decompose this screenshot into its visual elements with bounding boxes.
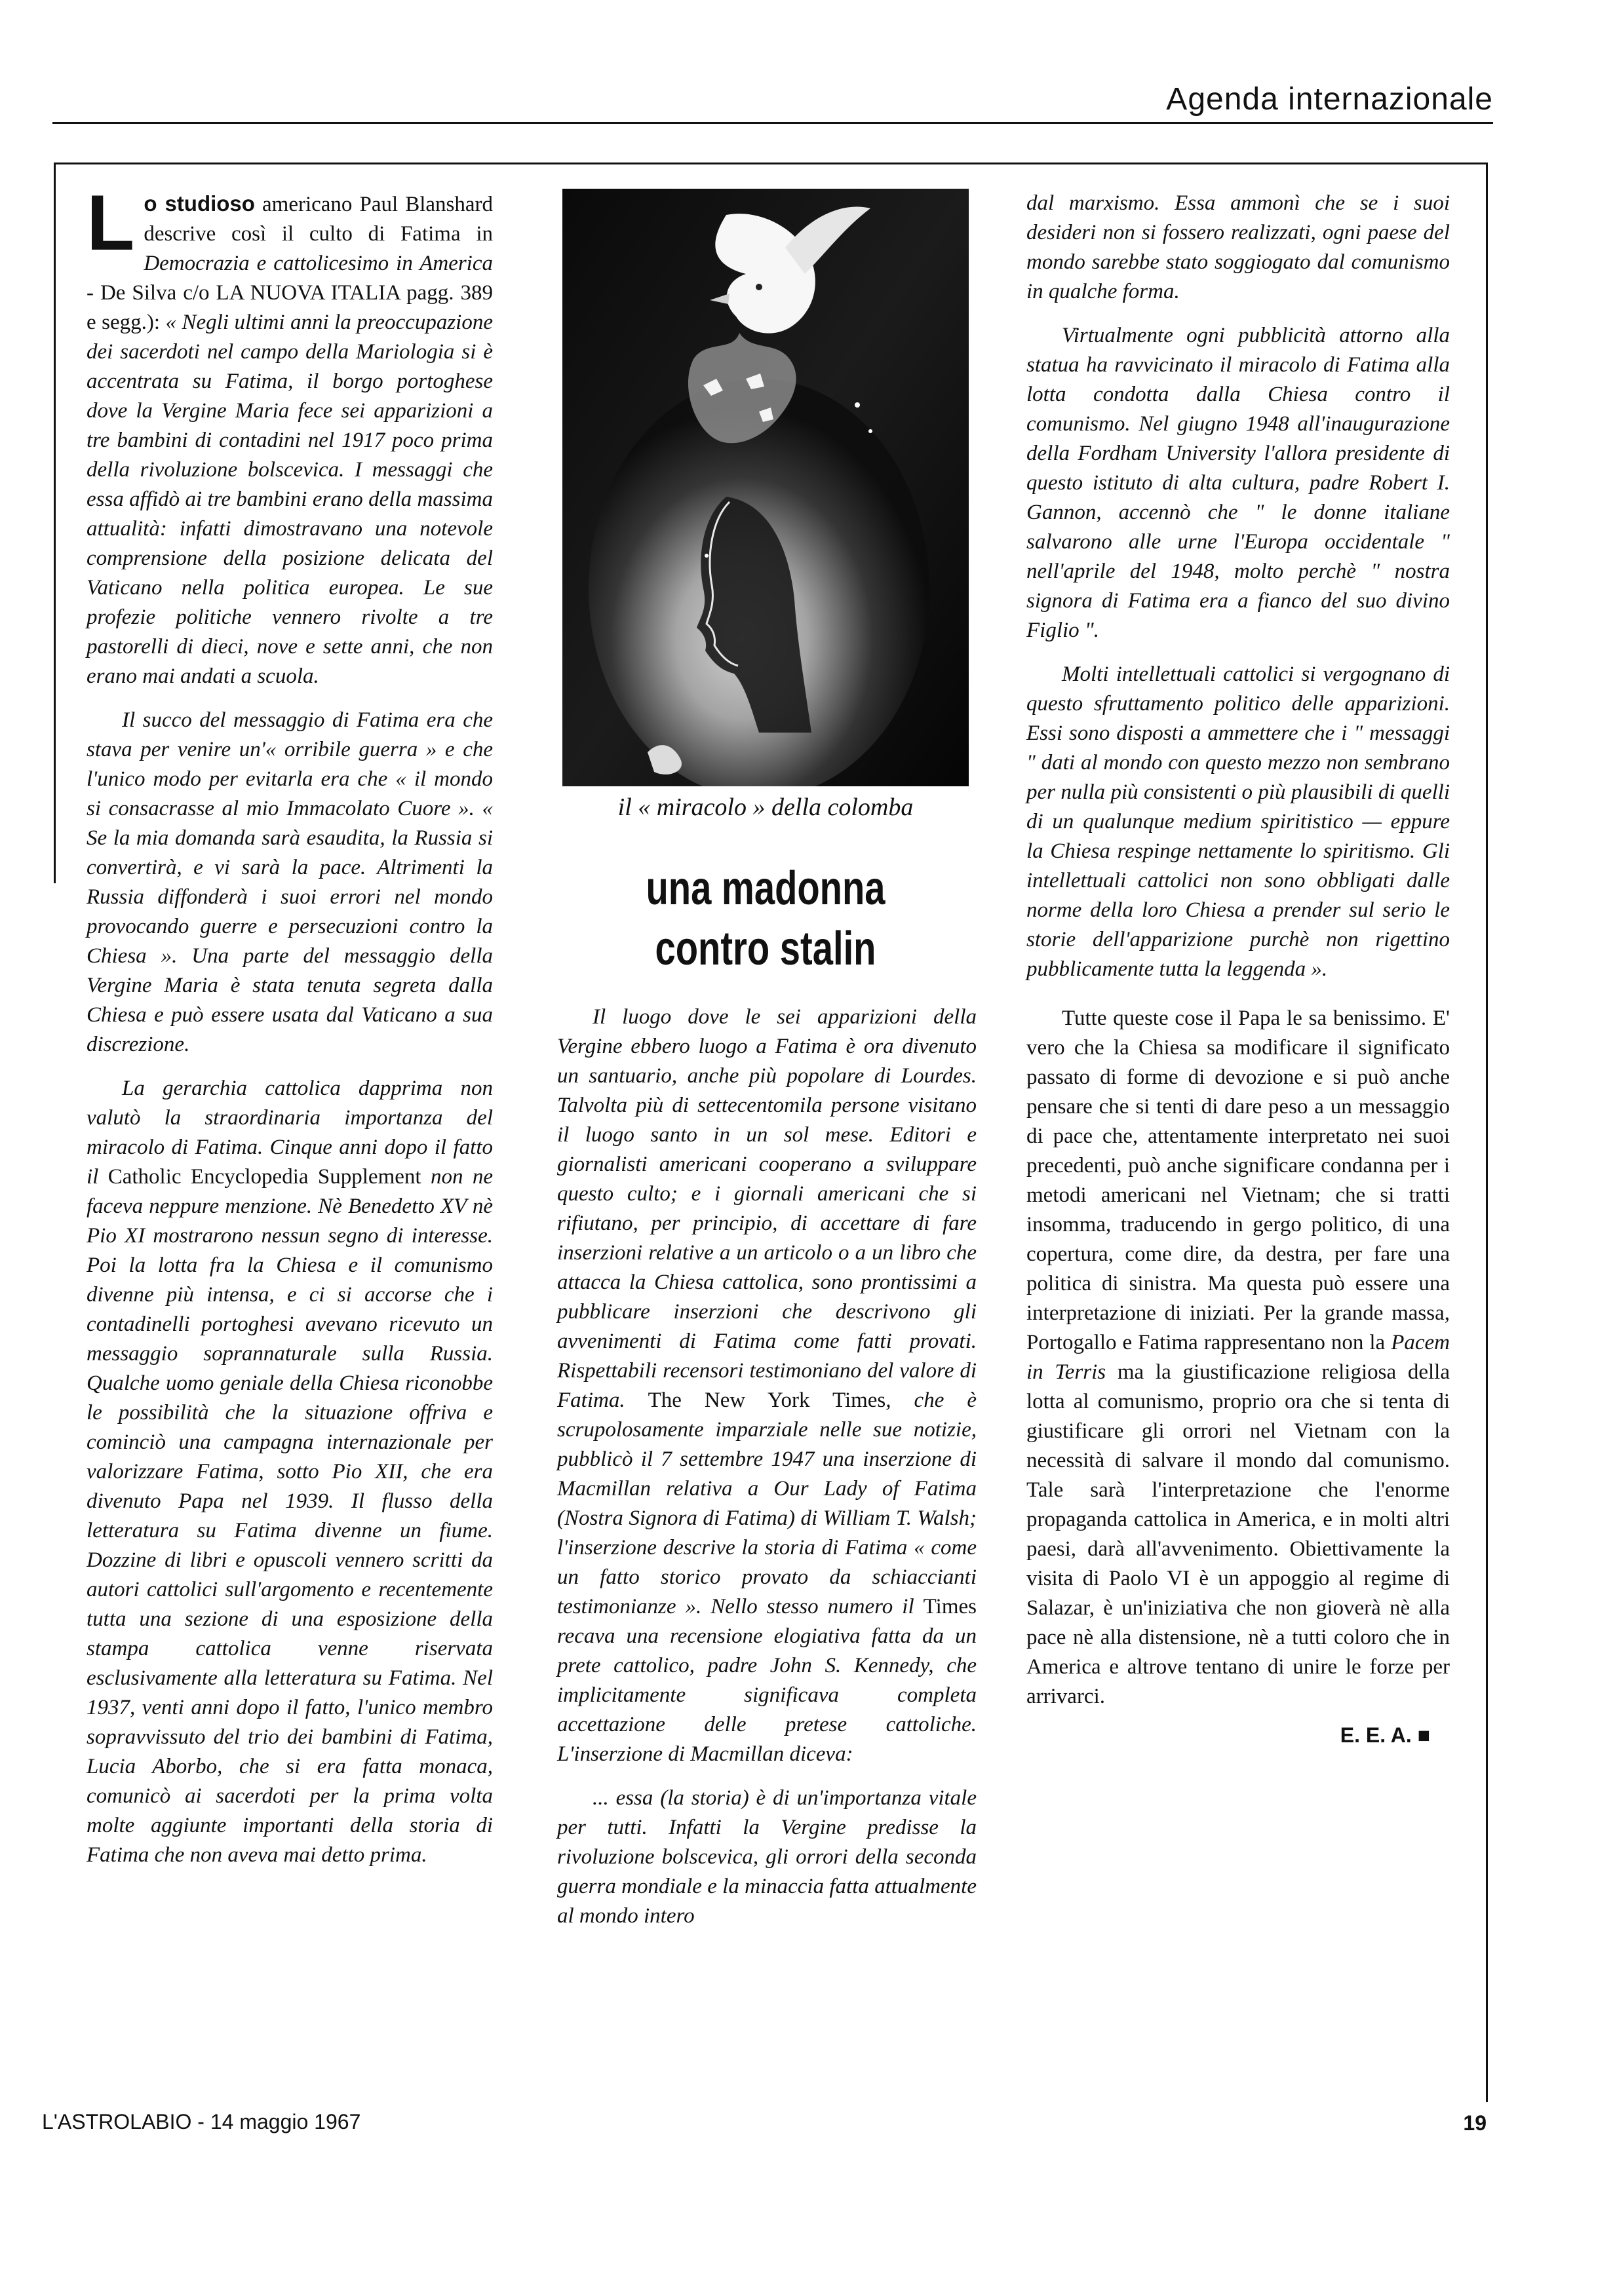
col3-paragraph-4-a: Tutte queste cose il Papa le sa benissimo. E' vero che la Chiesa sa modificare il significato passato di forme di devozione e si può anche pensare che si tenti di dare peso a un messaggio di pace che, attentamente interpretato nei suoi precedenti, può anche significare condanna per i metodi americani nel Vietnam; che si tratti insomma, traducendo in gergo politico, di una copertura, come dire, da destra, per fare una politica di sinistra. Ma questa può essere una interpretazione di iniziati. Per la grande massa, Portogallo e Fatima rappresentano non la: [1026, 1006, 1450, 1354]
publication-footer: L'ASTROLABIO - 14 maggio 1967: [42, 2110, 361, 2133]
column-1: [87, 179, 494, 1870]
section-title: Agenda internazionale: [1166, 82, 1493, 117]
article-frame-left-rule: [54, 163, 56, 883]
newspaper-short-name: Times: [923, 1595, 977, 1618]
article-headline: [607, 858, 924, 979]
page-number: 19: [1463, 2111, 1487, 2135]
encyclopedia-title: Catholic Encyclopedia Supplement: [107, 1165, 421, 1189]
paragraph-3-c: non ne faceva neppure menzione. Nè Benedetto XV nè Pio XI mostrarono nessun segno di interesse. Poi la lotta fra la Chiesa e il comunismo divenne più intensa, e ci si accorse che i contadinelli portoghesi avevano ricevuto un messaggio soprannaturale sulla Russia. Qualche uomo geniale della Chiesa riconobbe le possibilità che la situazione offriva e cominciò una campagna internazionale per valorizzare Fatima, sotto Pio XII, che era divenuto Papa nel 1939. Il flusso della letteratura su Fatima divenne un fiume. Dozzine di libri e opuscoli vennero scritti da autori cattolici sull'argomento e recentemente tutta una sezione di una esposizione della stampa cattolica venne riservata esclusivamente alla letteratura su Fatima. Nel 1937, venti anni dopo il fatto, l'unico membro sopravvissuto del trio dei bambini di Fatima, Lucia Aborbo, che si era fatta monaca, comunicò ai sacerdoti per la prima volta molte aggiunte importanti della storia di Fatima che non aveva mai detto prima.: [87, 1165, 493, 1867]
lead-in: o studioso: [144, 191, 255, 216]
col3-paragraph-2: Virtualmente ogni pubblicità attorno alla statua ha ravvicinato il miracolo di Fatima alla lotta condotta dalla Chiesa contro il comunismo. Nel giugno 1948 all'inaugurazione della Fordham University l'allora presidente di questo istituto di alta cultura, padre Robert I. Gannon, accennò che " le donne italiane salvarono alle urne l'Europa occidentale " nell'aprile del 1948, molto perchè " nostra signora di Fatima era a fianco del suo divino Figlio ".: [1026, 324, 1450, 642]
author-signature: E. E. A. ■: [1340, 1723, 1430, 1747]
drop-cap: L: [87, 179, 135, 267]
col3-paragraph-4-c: ma la giustificazione religiosa della lotta al comunismo, proprio ora che si tenta di giustificare gli orrori nel Vietnam con la necessità di salvare il mondo dal comunismo. Tale sarà l'interpretazione che l'enorme propaganda cattolica in America, e in molti altri paesi, darà all'avvenimento. Obiettivamente la visita di Paolo VI è un appoggio al regime di Salazar, è un'iniziativa che non gioverà nè alla pace nè alla distensione, nè a tutti coloro che in America e altrove tentano di unire le forze per arrivarci.: [1026, 1360, 1450, 1708]
madonna-dove-photo: [562, 189, 969, 786]
book-title: Democrazia e cattolicesimo in America: [144, 252, 493, 275]
column-2: [557, 1003, 977, 1931]
headline-line-1: una madonna: [646, 862, 885, 915]
col2-text-b: , che è scrupolosamente imparziale nelle sue notizie, pubblicò il 7 settembre 1947 una inserzione di Macmillan relativa a Our Lady of Fatima (Nostra Signora di Fatima) di William T. Walsh; l'inserzione descrive la storia di Fatima « come un fatto storico provato da schiaccianti testimonianze ». Nello stesso numero il: [557, 1388, 977, 1618]
header-rule: [52, 122, 1493, 124]
paragraph-1-intro: americano Paul Blanshard descrive così il culto di Fatima in: [144, 193, 494, 246]
column-3: [1026, 189, 1450, 1750]
col2-text-a: Il luogo dove le sei apparizioni della Vergine ebbero luogo a Fatima è ora divenuto un santuario, anche più popolare di Lourdes. Talvolta più di settecentomila persone visitano il luogo santo in un sol mese. Editori e giornalisti americani cooperano a sviluppare questo culto; e i giornali americani che si rifiutano, per principio, di accettare di fare inserzioni relative a un articolo o a un libro che attacca la Chiesa cattolica, sono prontissimi a pubblicare inserzioni che descrivono gli avvenimenti di Fatima come fatti provati. Rispettabili recensori testimoniano del valore di Fatima.: [557, 1005, 977, 1412]
paragraph-1-quote: « Negli ultimi anni la preoccupazione dei sacerdoti nel campo della Mariologia si è accentrata su Fatima, il borgo portoghese dove la Vergine Maria fece sei apparizioni a tre bambini di contadini nel 1917 poco prima della rivoluzione bolscevica. I messaggi che essa affidò ai tre bambini erano della massima attualità: infatti dimostravano una notevole comprensione della posizione delicata del Vaticano nella politica europea. Le sue profezie politiche vennero rivolte a tre pastorelli di dieci, nove e sette anni, che non erano mai andati a scuola.: [87, 311, 493, 688]
book-citation: - De Silva c/o LA NUOVA ITALIA pagg. 389 e segg.):: [87, 281, 493, 334]
article-photo: [562, 189, 969, 786]
col3-paragraph-1: dal marxismo. Essa ammonì che se i suoi desideri non si fossero realizzati, ogni paese del mondo sarebbe stato soggiogato dal comunismo in qualche forma.: [1026, 191, 1450, 303]
col3-paragraph-3: Molti intellettuali cattolici si vergognano di questo sfruttamento politico delle apparizioni. Essi sono disposti a ammettere che i " messaggi " dati al mondo con questo mezzo non sembrano per nulla più consistenti o più plausibili di quelli di un qualunque medium spiritistico — eppure la Chiesa respinge nettamente lo spiritismo. Gli intellettuali cattolici non sono obbligati dalle norme della loro Chiesa a prender sul serio le storie dell'apparizione purchè non rigettino pubblicamente tutta la leggenda ».: [1026, 662, 1450, 981]
encyclical-title: Pacem in Terris: [1026, 1331, 1450, 1384]
photo-caption: il « miracolo » della colomba: [617, 794, 914, 821]
paragraph-2: Il succo del messaggio di Fatima era che stava per venire un'« orribile guerra » e che l'unico modo per evitarla era che « il mondo si consacrasse al mio Immacolato Cuore ». « Se la mia domanda sarà esaudita, la Russia si convertirà, e vi sarà la pace. Altrimenti la Russia diffonderà i suoi errori nel mondo provocando guerre e persecuzioni contro la Chiesa ». Una parte del messaggio della Vergine Maria è stata tenuta segreta dalla Chiesa e può essere usata dal Vaticano a sua discrezione.: [87, 708, 493, 1056]
col2-text-c: recava una recensione elogiativa fatta da un prete cattolico, padre John S. Kennedy, che implicitamente significava completa accettazione delle pretese cattoliche. L'inserzione di Macmillan diceva:: [557, 1624, 977, 1766]
paragraph-3-a: La gerarchia cattolica dapprima non valutò la straordinaria importanza del miracolo di Fatima. Cinque anni dopo il fatto il: [87, 1077, 493, 1189]
newspaper-name: The New York Times: [648, 1388, 886, 1412]
headline-line-2: contro stalin: [655, 923, 876, 975]
col2-quote: ... essa (la storia) è di un'importanza vitale per tutti. Infatti la Vergine predisse la rivoluzione bolscevica, gli orrori della seconda guerra mondiale e la minaccia fatta attualmente al mondo intero: [557, 1786, 977, 1928]
